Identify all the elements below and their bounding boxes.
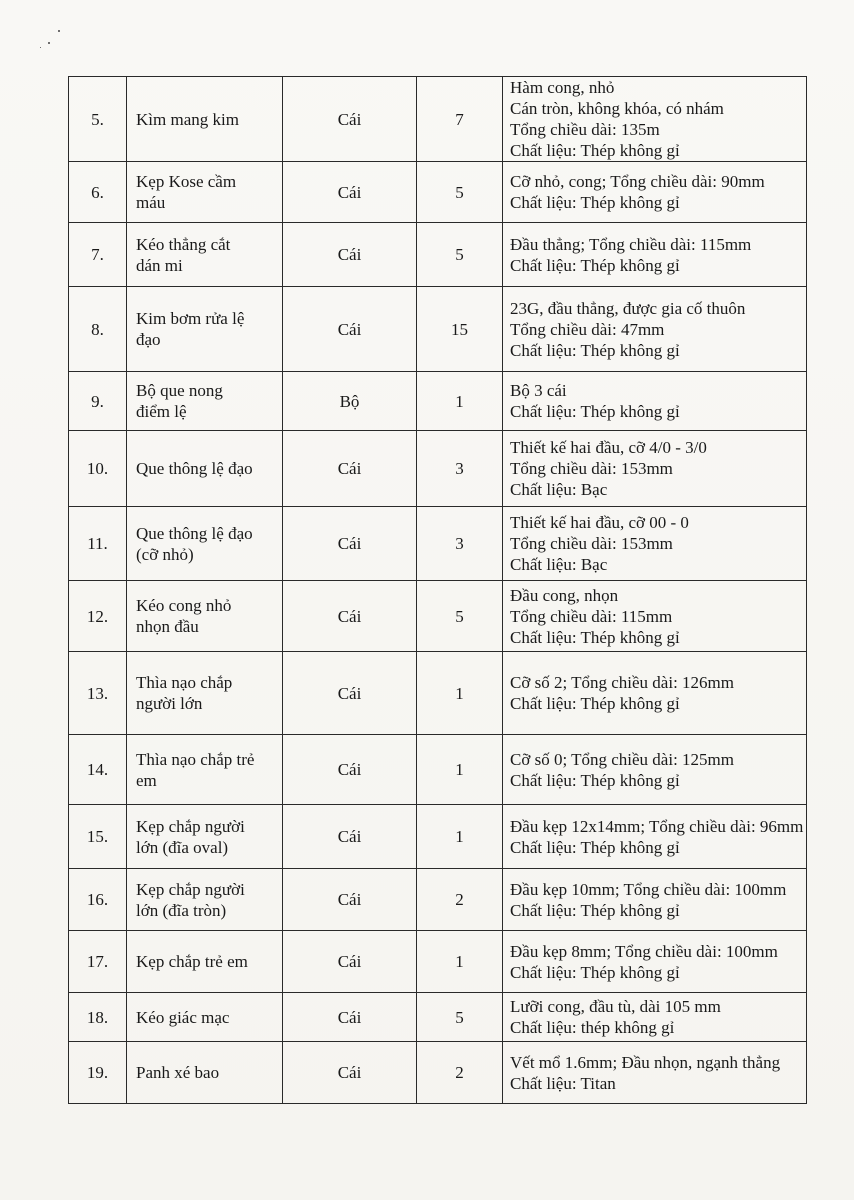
item-specification [503, 431, 807, 507]
item-specification [503, 372, 807, 431]
specification-line: Chất liệu: Thép không gỉ [510, 770, 680, 790]
specification-line: 23G, đầu thẳng, được gia cố thuôn [510, 298, 746, 318]
item-unit: Bộ [283, 372, 417, 431]
item-unit: Cái [283, 993, 417, 1042]
item-number: 12. [69, 581, 127, 652]
item-number: 14. [69, 735, 127, 805]
item-unit: Cái [283, 287, 417, 372]
item-name-line: Kéo cong nhỏ [136, 596, 232, 615]
item-name-line: Kéo giác mạc [136, 1007, 230, 1027]
item-name-line: người lớn [136, 694, 203, 713]
specification-line: Chất liệu: Bạc [510, 480, 608, 499]
item-unit: Cái [283, 652, 417, 735]
item-name [127, 287, 283, 372]
specification-line: Chất liệu: Thép không gỉ [510, 255, 680, 275]
specification-line: Chất liệu: Titan [510, 1073, 616, 1093]
item-quantity: 1 [417, 652, 503, 735]
specification-line: Hàm cong, nhỏ [510, 78, 615, 97]
specification-line: Chất liệu: Thép không gỉ [510, 837, 680, 857]
item-name [127, 372, 283, 431]
item-name-line: máu [136, 193, 166, 212]
specification-line: Chất liệu: Thép không gỉ [510, 402, 680, 421]
specification-line: Vết mổ 1.6mm; Đầu nhọn, ngạnh thẳng [510, 1052, 781, 1072]
item-name-line: dán mi [136, 255, 183, 275]
item-name-line: Thìa nạo chắp [136, 673, 233, 692]
scan-speck [58, 30, 60, 32]
item-name [127, 805, 283, 869]
item-unit: Cái [283, 1042, 417, 1104]
scan-speck [40, 47, 41, 48]
item-number: 11. [69, 507, 127, 581]
item-number: 18. [69, 993, 127, 1042]
item-name [127, 931, 283, 993]
specification-line: Thiết kế hai đầu, cỡ 4/0 - 3/0 [510, 438, 707, 457]
scan-speck [48, 42, 50, 44]
item-number: 16. [69, 869, 127, 931]
item-number: 19. [69, 1042, 127, 1104]
item-number: 8. [69, 287, 127, 372]
table-row [69, 223, 807, 287]
item-unit: Cái [283, 431, 417, 507]
item-name [127, 507, 283, 581]
item-unit: Cái [283, 223, 417, 287]
specification-line: Tổng chiều dài: 115mm [510, 606, 673, 626]
table-row [69, 931, 807, 993]
item-quantity: 5 [417, 993, 503, 1042]
table-row [69, 869, 807, 931]
specification-line: Đầu kẹp 10mm; Tổng chiều dài: 100mm [510, 879, 787, 899]
item-quantity: 2 [417, 1042, 503, 1104]
item-quantity: 1 [417, 805, 503, 869]
item-quantity: 15 [417, 287, 503, 372]
specification-line: Cỡ số 2; Tổng chiều dài: 126mm [510, 673, 734, 692]
item-unit: Cái [283, 869, 417, 931]
specification-line: Tổng chiều dài: 47mm [510, 319, 665, 339]
specification-line: Lưỡi cong, đầu tù, dài 105 mm [510, 997, 721, 1016]
specification-line: Cỡ nhỏ, cong; Tổng chiều dài: 90mm [510, 172, 765, 191]
table-row [69, 735, 807, 805]
item-name-line: lớn (đĩa tròn) [136, 900, 227, 920]
item-specification [503, 77, 807, 162]
specification-line: Tổng chiều dài: 135m [510, 120, 660, 139]
item-name-line: lớn (đĩa oval) [136, 837, 229, 857]
item-number: 7. [69, 223, 127, 287]
specification-line: Chất liệu: Thép không gỉ [510, 900, 680, 920]
item-specification [503, 223, 807, 287]
equipment-table-body [69, 77, 807, 1104]
item-quantity: 1 [417, 931, 503, 993]
item-name [127, 869, 283, 931]
item-quantity: 5 [417, 581, 503, 652]
item-quantity: 5 [417, 223, 503, 287]
item-number: 6. [69, 162, 127, 223]
item-name [127, 735, 283, 805]
item-name [127, 77, 283, 162]
item-name-line: Kéo thẳng cắt [136, 234, 231, 254]
item-unit: Cái [283, 77, 417, 162]
item-name-line: Kẹp chắp người [136, 879, 245, 899]
specification-line: Đầu cong, nhọn [510, 585, 619, 605]
item-number: 10. [69, 431, 127, 507]
specification-line: Đầu kẹp 8mm; Tổng chiều dài: 100mm [510, 941, 778, 961]
item-specification [503, 162, 807, 223]
specification-line: Cán tròn, không khóa, có nhám [510, 99, 724, 118]
item-name-line: Que thông lệ đạo [136, 523, 253, 543]
item-number: 9. [69, 372, 127, 431]
specification-line: Chất liệu: Thép không gỉ [510, 193, 680, 212]
table-row [69, 993, 807, 1042]
item-unit: Cái [283, 735, 417, 805]
item-quantity: 5 [417, 162, 503, 223]
item-specification [503, 652, 807, 735]
table-row [69, 372, 807, 431]
item-specification [503, 735, 807, 805]
item-number: 5. [69, 77, 127, 162]
specification-line: Chất liệu: Thép không gỉ [510, 627, 680, 647]
item-name-line: nhọn đầu [136, 617, 199, 636]
specification-line: Chất liệu: Thép không gỉ [510, 962, 680, 982]
item-name [127, 652, 283, 735]
specification-line: Bộ 3 cái [510, 381, 567, 400]
table-row [69, 581, 807, 652]
specification-line: Tổng chiều dài: 153mm [510, 459, 673, 478]
specification-line: Chất liệu: Bạc [510, 555, 608, 574]
item-specification [503, 993, 807, 1042]
item-name [127, 223, 283, 287]
item-name-line: Kẹp chắp trẻ em [136, 952, 248, 971]
item-name-line: (cỡ nhỏ) [136, 544, 194, 564]
item-number: 17. [69, 931, 127, 993]
item-name-line: em [136, 770, 157, 790]
item-quantity: 3 [417, 507, 503, 581]
item-name-line: Bộ que nong [136, 381, 223, 400]
item-number: 13. [69, 652, 127, 735]
table-row [69, 507, 807, 581]
item-number: 15. [69, 805, 127, 869]
item-specification [503, 507, 807, 581]
specification-line: Đầu kẹp 12x14mm; Tổng chiều dài: 96mm [510, 816, 804, 836]
item-name-line: đạo [136, 330, 161, 349]
item-name-line: Kìm mang kim [136, 109, 239, 129]
equipment-table [68, 76, 807, 1104]
table-row [69, 77, 807, 162]
item-name-line: Kẹp chắp người [136, 816, 245, 836]
item-name [127, 993, 283, 1042]
specification-line: Chất liệu: Thép không gỉ [510, 694, 680, 713]
item-name-line: Panh xé bao [136, 1063, 220, 1082]
item-unit: Cái [283, 162, 417, 223]
item-quantity: 7 [417, 77, 503, 162]
table-row [69, 431, 807, 507]
item-name [127, 1042, 283, 1104]
specification-line: Chất liệu: thép không gỉ [510, 1018, 675, 1037]
item-specification [503, 805, 807, 869]
specification-line: Chất liệu: Thép không gỉ [510, 340, 680, 360]
specification-line: Tổng chiều dài: 153mm [510, 534, 673, 553]
item-quantity: 1 [417, 372, 503, 431]
item-unit: Cái [283, 931, 417, 993]
table-row [69, 652, 807, 735]
table-row [69, 287, 807, 372]
item-unit: Cái [283, 507, 417, 581]
item-specification [503, 287, 807, 372]
item-quantity: 1 [417, 735, 503, 805]
item-unit: Cái [283, 805, 417, 869]
specification-line: Thiết kế hai đầu, cỡ 00 - 0 [510, 513, 689, 532]
item-name-line: Thìa nạo chắp trẻ [136, 749, 255, 769]
table-row [69, 1042, 807, 1104]
item-specification [503, 869, 807, 931]
item-specification [503, 581, 807, 652]
item-quantity: 2 [417, 869, 503, 931]
item-name-line: Que thông lệ đạo [136, 459, 253, 478]
item-name-line: Kim bơm rửa lệ [136, 309, 245, 328]
item-unit: Cái [283, 581, 417, 652]
table-row [69, 805, 807, 869]
item-specification [503, 1042, 807, 1104]
specification-line: Chất liệu: Thép không gỉ [510, 141, 680, 160]
table-row [69, 162, 807, 223]
item-name-line: điểm lệ [136, 402, 187, 421]
item-quantity: 3 [417, 431, 503, 507]
item-name [127, 162, 283, 223]
specification-line: Cỡ số 0; Tổng chiều dài: 125mm [510, 749, 734, 769]
item-specification [503, 931, 807, 993]
item-name-line: Kẹp Kose cầm [136, 172, 237, 191]
item-name [127, 581, 283, 652]
specification-line: Đầu thẳng; Tổng chiều dài: 115mm [510, 234, 752, 254]
item-name [127, 431, 283, 507]
